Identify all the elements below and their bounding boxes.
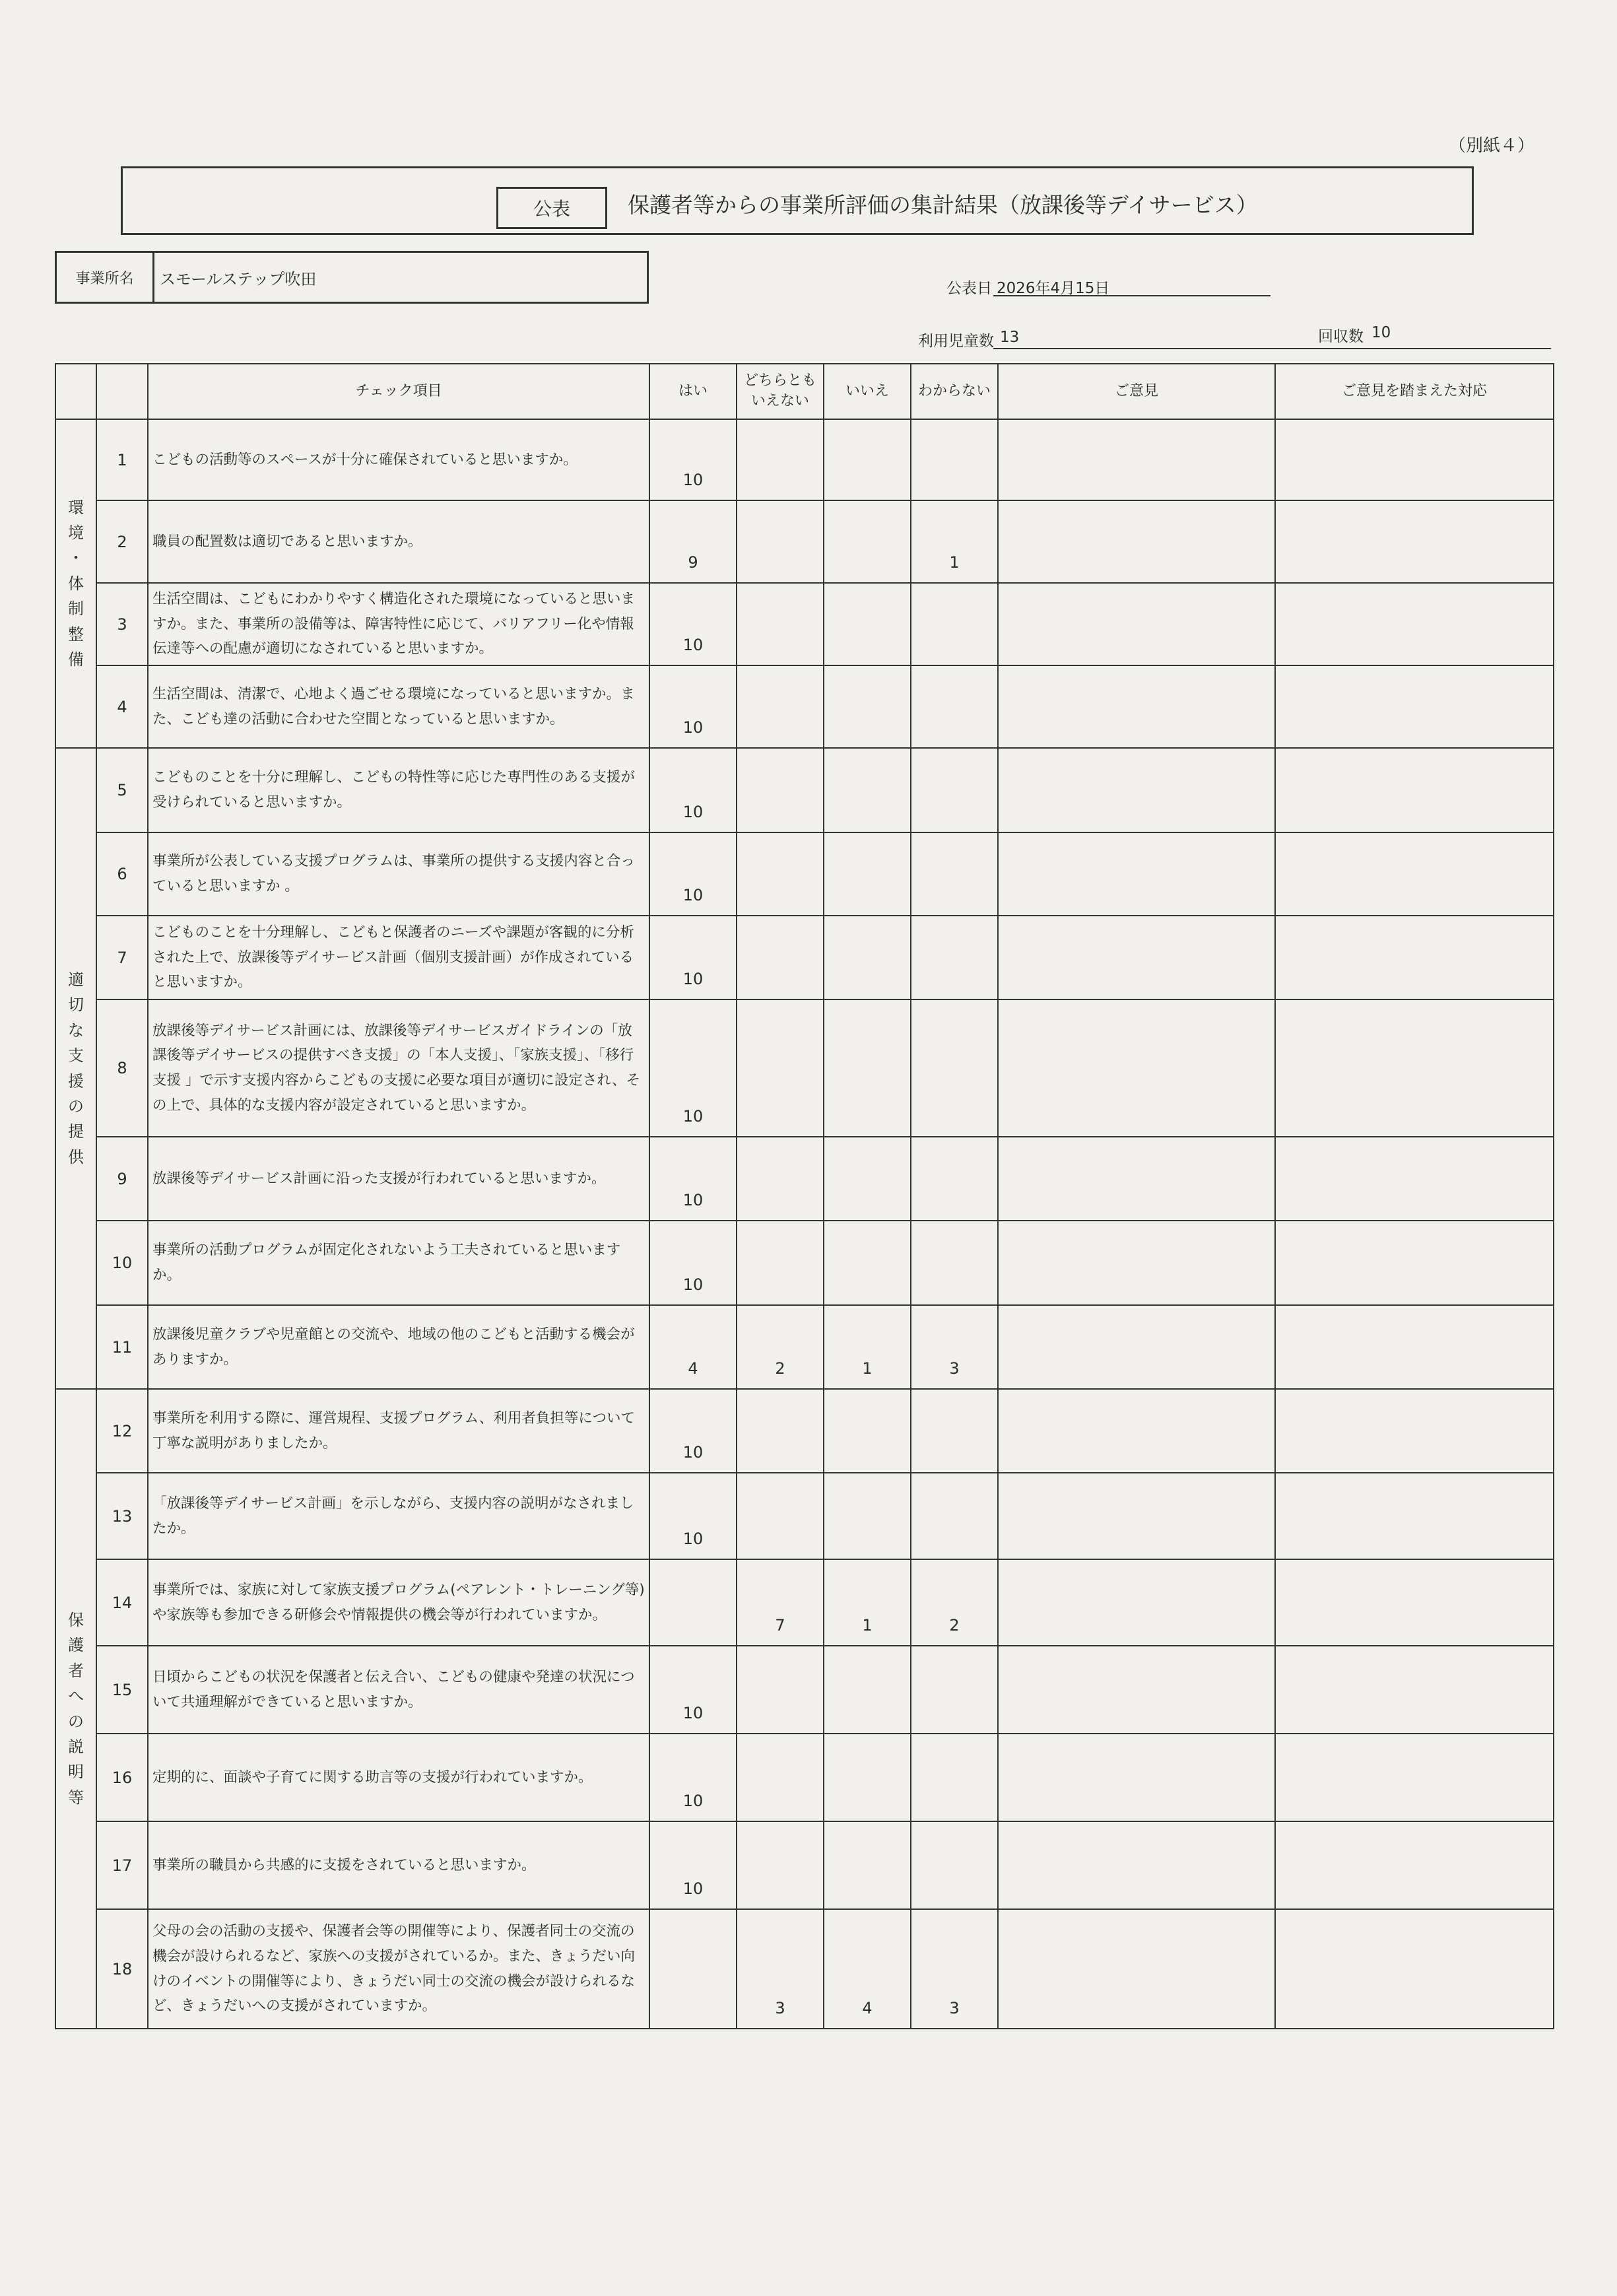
table-row bbox=[55, 999, 1554, 1137]
no-count: 4 bbox=[824, 1909, 911, 2029]
unknown-count: 3 bbox=[911, 1909, 998, 2029]
question-text: 事業所の活動プログラムが固定化されないよう工夫されていると思いますか。 bbox=[148, 1221, 649, 1305]
no-count bbox=[824, 1821, 911, 1909]
category-char: 整 bbox=[68, 625, 84, 644]
unknown-count bbox=[911, 1646, 998, 1734]
opinion-header: ご意見 bbox=[998, 364, 1275, 419]
response-cell bbox=[1275, 748, 1554, 832]
public-label: 公表 bbox=[496, 187, 607, 229]
neither-count bbox=[737, 1734, 824, 1821]
table-row bbox=[55, 583, 1554, 665]
no-count bbox=[824, 832, 911, 916]
item-number: 17 bbox=[96, 1821, 148, 1909]
category-char: 明 bbox=[68, 1763, 84, 1782]
opinion-cell bbox=[998, 916, 1275, 999]
table-row bbox=[55, 1137, 1554, 1221]
unknown-count bbox=[911, 832, 998, 916]
neither-count bbox=[737, 665, 824, 748]
number-header bbox=[96, 364, 148, 419]
table-row bbox=[55, 500, 1554, 583]
question-text: 生活空間は、こどもにわかりやすく構造化された環境になっていると思いますか。また、事業所の設備等は、障害特性に応じて、バリアフリー化や情報伝達等への配慮が適切になされていると思いますか。 bbox=[148, 583, 649, 665]
opinion-cell bbox=[998, 665, 1275, 748]
yes-count: 10 bbox=[649, 1389, 737, 1473]
category-char: 者 bbox=[68, 1661, 84, 1680]
neither-header-line2: いえない bbox=[750, 393, 809, 409]
question-text: 事業所が公表している支援プログラムは、事業所の提供する支援内容と合っていると思いますか 。 bbox=[148, 832, 649, 916]
yes-count: 10 bbox=[649, 1734, 737, 1821]
question-text: 「放課後等デイサービス計画」を示しながら、支援内容の説明がなされましたか。 bbox=[148, 1473, 649, 1559]
no-count bbox=[824, 1137, 911, 1221]
page-title: 保護者等からの事業所評価の集計結果（放課後等デイサービス） bbox=[628, 192, 1258, 218]
response-cell bbox=[1275, 1137, 1554, 1221]
office-box bbox=[55, 251, 649, 304]
item-number: 14 bbox=[96, 1559, 148, 1646]
table-row bbox=[55, 1221, 1554, 1305]
question-text: 放課後等デイサービス計画には、放課後等デイサービスガイドラインの「放課後等デイサービスの提供すべき支援」の「本人支援」、「家族支援」、「移行支援 」で示す支援内容からこどもの支援に必要な項目が適切に設定され、その上で、具体的な支援内容が設定されていると思いますか。 bbox=[148, 999, 649, 1137]
no-count: 1 bbox=[824, 1559, 911, 1646]
unknown-header: わからない bbox=[911, 364, 998, 419]
yes-count: 10 bbox=[649, 1646, 737, 1734]
response-cell bbox=[1275, 500, 1554, 583]
yes-count: 10 bbox=[649, 832, 737, 916]
opinion-cell bbox=[998, 1734, 1275, 1821]
table-row bbox=[55, 1389, 1554, 1473]
yes-count: 10 bbox=[649, 665, 737, 748]
category-char: 説 bbox=[68, 1737, 84, 1756]
no-header: いいえ bbox=[824, 364, 911, 419]
question-text: 放課後等デイサービス計画に沿った支援が行われていると思いますか。 bbox=[148, 1137, 649, 1221]
question-text: 生活空間は、清潔で、心地よく過ごせる環境になっていると思いますか。また、こども達の活動に合わせた空間となっていると思いますか。 bbox=[148, 665, 649, 748]
unknown-count bbox=[911, 665, 998, 748]
category-char: 切 bbox=[68, 996, 84, 1015]
no-count bbox=[824, 1473, 911, 1559]
title-box bbox=[121, 166, 1474, 235]
item-number: 13 bbox=[96, 1473, 148, 1559]
question-text: 職員の配置数は適切であると思いますか。 bbox=[148, 500, 649, 583]
no-count: 1 bbox=[824, 1305, 911, 1389]
response-cell bbox=[1275, 1221, 1554, 1305]
response-cell bbox=[1275, 1646, 1554, 1734]
unknown-count bbox=[911, 1221, 998, 1305]
neither-count bbox=[737, 832, 824, 916]
no-count bbox=[824, 665, 911, 748]
responses-label: 回収数 bbox=[1318, 328, 1364, 345]
category-char: 援 bbox=[68, 1071, 84, 1091]
neither-count bbox=[737, 999, 824, 1137]
opinion-cell bbox=[998, 500, 1275, 583]
date-underline bbox=[993, 295, 1270, 296]
opinion-cell bbox=[998, 1821, 1275, 1909]
item-number: 12 bbox=[96, 1389, 148, 1473]
item-number: 8 bbox=[96, 999, 148, 1137]
opinion-cell bbox=[998, 832, 1275, 916]
unknown-count bbox=[911, 583, 998, 665]
neither-count: 7 bbox=[737, 1559, 824, 1646]
attachment-label: （別紙４） bbox=[1448, 136, 1534, 156]
neither-count bbox=[737, 1389, 824, 1473]
yes-count: 10 bbox=[649, 583, 737, 665]
office-label: 事業所名 bbox=[57, 253, 154, 302]
yes-count: 10 bbox=[649, 1137, 737, 1221]
response-cell bbox=[1275, 1305, 1554, 1389]
opinion-cell bbox=[998, 419, 1275, 500]
question-text: 父母の会の活動の支援や、保護者会等の開催等により、保護者同士の交流の機会が設けられるなど、家族への支援がされているか。また、きょうだい向けのイベントの開催等により、きょうだい同士の交流の機会が設けられるなど、きょうだいへの支援がされていますか。 bbox=[148, 1909, 649, 2029]
yes-count: 10 bbox=[649, 419, 737, 500]
category-cell bbox=[55, 419, 96, 748]
neither-count bbox=[737, 1646, 824, 1734]
item-number: 16 bbox=[96, 1734, 148, 1821]
category-char: 供 bbox=[68, 1147, 84, 1166]
yes-count: 10 bbox=[649, 1821, 737, 1909]
category-char: 環 bbox=[68, 498, 84, 517]
category-char: 境 bbox=[68, 523, 84, 543]
yes-count: 10 bbox=[649, 916, 737, 999]
category-char: 制 bbox=[68, 599, 84, 619]
opinion-cell bbox=[998, 1559, 1275, 1646]
no-count bbox=[824, 500, 911, 583]
item-number: 9 bbox=[96, 1137, 148, 1221]
response-cell bbox=[1275, 1734, 1554, 1821]
opinion-cell bbox=[998, 1473, 1275, 1559]
category-cell bbox=[55, 748, 96, 1389]
neither-count: 3 bbox=[737, 1909, 824, 2029]
table-row bbox=[55, 1305, 1554, 1389]
no-count bbox=[824, 1646, 911, 1734]
response-cell bbox=[1275, 1389, 1554, 1473]
opinion-cell bbox=[998, 1909, 1275, 2029]
table-row bbox=[55, 748, 1554, 832]
table-row bbox=[55, 1909, 1554, 2029]
no-count bbox=[824, 1734, 911, 1821]
unknown-count bbox=[911, 999, 998, 1137]
response-cell bbox=[1275, 1559, 1554, 1646]
yes-header: はい bbox=[649, 364, 737, 419]
item-number: 10 bbox=[96, 1221, 148, 1305]
yes-count: 4 bbox=[649, 1305, 737, 1389]
neither-count bbox=[737, 1473, 824, 1559]
response-header: ご意見を踏まえた対応 bbox=[1275, 364, 1554, 419]
neither-count: 2 bbox=[737, 1305, 824, 1389]
item-number: 7 bbox=[96, 916, 148, 999]
no-count bbox=[824, 583, 911, 665]
neither-count bbox=[737, 1137, 824, 1221]
category-char: 備 bbox=[68, 650, 84, 669]
header-row bbox=[55, 364, 1554, 419]
response-cell bbox=[1275, 832, 1554, 916]
item-number: 11 bbox=[96, 1305, 148, 1389]
users-value: 13 bbox=[1000, 329, 1020, 346]
question-text: こどものことを十分理解し、こどもと保護者のニーズや課題が客観的に分析された上で、放課後等デイサービス計画（個別支援計画）が作成されていると思いますか。 bbox=[148, 916, 649, 999]
response-cell bbox=[1275, 583, 1554, 665]
evaluation-table bbox=[55, 363, 1554, 2029]
yes-count bbox=[649, 1559, 737, 1646]
neither-count bbox=[737, 500, 824, 583]
question-text: こどもの活動等のスペースが十分に確保されていると思いますか。 bbox=[148, 419, 649, 500]
table-row bbox=[55, 665, 1554, 748]
table-row bbox=[55, 1734, 1554, 1821]
item-number: 3 bbox=[96, 583, 148, 665]
response-cell bbox=[1275, 999, 1554, 1137]
item-number: 15 bbox=[96, 1646, 148, 1734]
question-text: 定期的に、面談や子育てに関する助言等の支援が行われていますか。 bbox=[148, 1734, 649, 1821]
yes-count: 10 bbox=[649, 1221, 737, 1305]
no-count bbox=[824, 916, 911, 999]
table-row bbox=[55, 916, 1554, 999]
neither-count bbox=[737, 419, 824, 500]
unknown-count: 2 bbox=[911, 1559, 998, 1646]
category-char: な bbox=[68, 1021, 84, 1040]
no-count bbox=[824, 1221, 911, 1305]
opinion-cell bbox=[998, 1389, 1275, 1473]
category-char: ・ bbox=[68, 549, 84, 568]
table-row bbox=[55, 1473, 1554, 1559]
unknown-count bbox=[911, 1734, 998, 1821]
category-char: 保 bbox=[68, 1610, 84, 1629]
category-char: へ bbox=[68, 1687, 84, 1706]
question-text: 事業所を利用する際に、運営規程、支援プログラム、利用者負担等について丁寧な説明がありましたか。 bbox=[148, 1389, 649, 1473]
date-label: 公表日 bbox=[946, 280, 992, 297]
category-char: の bbox=[68, 1712, 84, 1731]
neither-count bbox=[737, 916, 824, 999]
table-row bbox=[55, 832, 1554, 916]
opinion-cell bbox=[998, 999, 1275, 1137]
neither-count bbox=[737, 1221, 824, 1305]
unknown-count bbox=[911, 916, 998, 999]
no-count bbox=[824, 419, 911, 500]
response-cell bbox=[1275, 665, 1554, 748]
item-number: 2 bbox=[96, 500, 148, 583]
yes-count: 10 bbox=[649, 748, 737, 832]
question-text: 事業所では、家族に対して家族支援プログラム(ペアレント・トレーニング等)や家族等も参加できる研修会や情報提供の機会等が行われていますか。 bbox=[148, 1559, 649, 1646]
category-header bbox=[55, 364, 96, 419]
table-row bbox=[55, 1821, 1554, 1909]
no-count bbox=[824, 748, 911, 832]
unknown-count: 1 bbox=[911, 500, 998, 583]
office-name: スモールステップ吹田 bbox=[160, 269, 317, 288]
item-number: 5 bbox=[96, 748, 148, 832]
neither-count bbox=[737, 1821, 824, 1909]
opinion-cell bbox=[998, 1137, 1275, 1221]
table-row bbox=[55, 1646, 1554, 1734]
category-char: 提 bbox=[68, 1122, 84, 1141]
yes-count: 10 bbox=[649, 1473, 737, 1559]
response-cell bbox=[1275, 1909, 1554, 2029]
category-char: 体 bbox=[68, 574, 84, 593]
opinion-cell bbox=[998, 1305, 1275, 1389]
table-row bbox=[55, 419, 1554, 500]
question-text: こどものことを十分に理解し、こどもの特性等に応じた専門性のある支援が受けられていると思いますか。 bbox=[148, 748, 649, 832]
item-header: チェック項目 bbox=[148, 364, 649, 419]
date-value: 2026年4月15日 bbox=[997, 280, 1110, 297]
opinion-cell bbox=[998, 1646, 1275, 1734]
unknown-count bbox=[911, 1821, 998, 1909]
item-number: 6 bbox=[96, 832, 148, 916]
category-char: の bbox=[68, 1097, 84, 1116]
yes-count: 10 bbox=[649, 999, 737, 1137]
users-label: 利用児童数 bbox=[918, 333, 994, 350]
neither-header-line1: どちらとも bbox=[743, 372, 816, 389]
unknown-count bbox=[911, 1473, 998, 1559]
item-number: 4 bbox=[96, 665, 148, 748]
unknown-count bbox=[911, 1389, 998, 1473]
neither-header bbox=[737, 364, 824, 419]
category-cell bbox=[55, 1389, 96, 2029]
response-cell bbox=[1275, 419, 1554, 500]
yes-count: 9 bbox=[649, 500, 737, 583]
question-text: 事業所の職員から共感的に支援をされていると思いますか。 bbox=[148, 1821, 649, 1909]
unknown-count: 3 bbox=[911, 1305, 998, 1389]
opinion-cell bbox=[998, 583, 1275, 665]
opinion-cell bbox=[998, 1221, 1275, 1305]
item-number: 18 bbox=[96, 1909, 148, 2029]
category-char: 護 bbox=[68, 1636, 84, 1655]
yes-count bbox=[649, 1909, 737, 2029]
table-row bbox=[55, 1559, 1554, 1646]
users-underline bbox=[993, 348, 1551, 349]
no-count bbox=[824, 999, 911, 1137]
category-char: 支 bbox=[68, 1046, 84, 1065]
category-char: 等 bbox=[68, 1788, 84, 1807]
question-text: 放課後児童クラブや児童館との交流や、地域の他のこどもと活動する機会がありますか。 bbox=[148, 1305, 649, 1389]
no-count bbox=[824, 1389, 911, 1473]
response-cell bbox=[1275, 1473, 1554, 1559]
category-char: 適 bbox=[68, 970, 84, 989]
neither-count bbox=[737, 583, 824, 665]
response-cell bbox=[1275, 1821, 1554, 1909]
unknown-count bbox=[911, 748, 998, 832]
response-cell bbox=[1275, 916, 1554, 999]
responses-value: 10 bbox=[1371, 324, 1391, 341]
neither-count bbox=[737, 748, 824, 832]
unknown-count bbox=[911, 419, 998, 500]
opinion-cell bbox=[998, 748, 1275, 832]
question-text: 日頃からこどもの状況を保護者と伝え合い、こどもの健康や発達の状況について共通理解ができていると思いますか。 bbox=[148, 1646, 649, 1734]
item-number: 1 bbox=[96, 419, 148, 500]
unknown-count bbox=[911, 1137, 998, 1221]
